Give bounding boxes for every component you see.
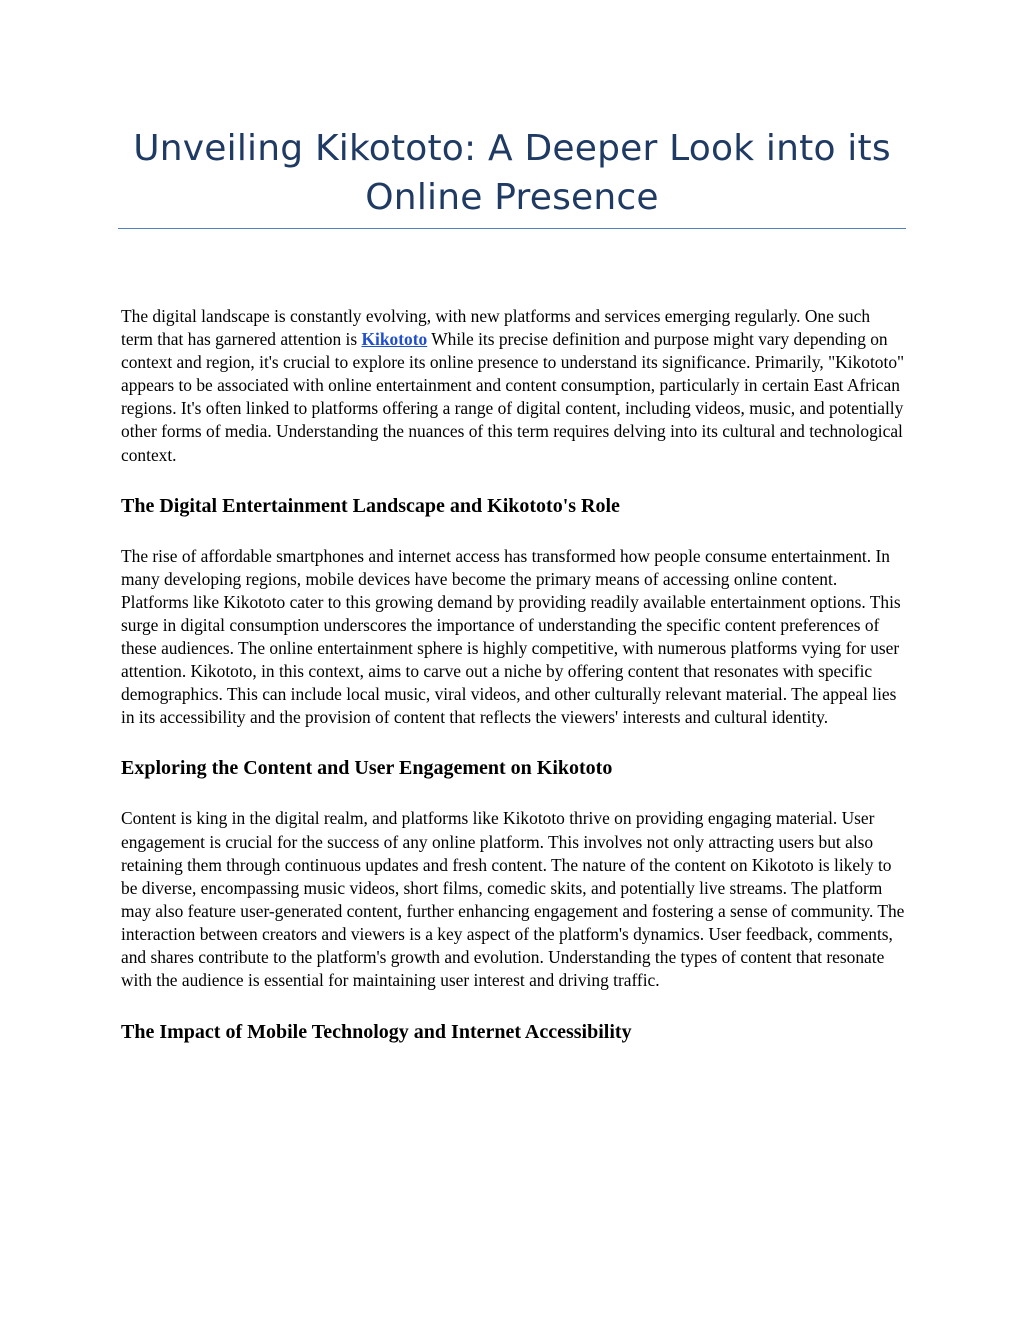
document-body (121, 305, 906, 1046)
section-paragraph-digital-landscape: The rise of affordable smartphones and internet access has transformed how people consume entertainment. In many developing regions, mobile devices have become the primary means of accessing online content. Platforms like Kikototo cater to this growing demand by providing readily available entertainment options. This surge in digital consumption underscores the importance of understanding the specific content preferences of these audiences. The online entertainment sphere is highly competitive, with numerous platforms vying for user attention. Kikototo, in this context, aims to carve out a niche by offering content that resonates with specific demographics. This can include local music, viral videos, and other culturally relevant material. The appeal lies in its accessibility and the provision of content that reflects the viewers' interests and cultural identity. (121, 545, 901, 728)
intro-paragraph (121, 305, 906, 467)
document-title: Unveiling Kikototo: A Deeper Look into its Online Presence (133, 128, 891, 218)
intro-text-after-link: While its precise definition and purpose might vary depending on context and region, it's crucial to explore its online presence to understand its significance. Primarily, "Kikototo" appears to be associated with online entertainment and content consumption, particularly in certain East African regions. It's often linked to platforms offering a range of digital content, including videos, music, and potentially other forms of media. Understanding the nuances of this term requires delving into its cultural and technological context. (121, 329, 905, 465)
section-heading-mobile-technology: The Impact of Mobile Technology and Internet Accessibility (121, 1021, 632, 1044)
intro-text-before-link: The digital landscape is constantly evolving, with new platforms and services emerging regularly. One such term that has garnered attention is (121, 306, 871, 350)
section-heading-digital-landscape: The Digital Entertainment Landscape and Kikototo's Role (121, 494, 620, 517)
title-divider (118, 228, 906, 229)
kikototo-link[interactable]: Kikototo (361, 329, 428, 350)
title-block (118, 124, 906, 222)
section-heading-content-engagement: Exploring the Content and User Engagement on Kikototo (121, 757, 613, 780)
section-paragraph-content-engagement: Content is king in the digital realm, and platforms like Kikototo thrive on providing engaging material. User engagement is crucial for the success of any online platform. This involves not only attracting users but also retaining them through continuous updates and fresh content. The nature of the content on Kikototo is likely to be diverse, encompassing music videos, short films, comedic skits, and potentially live streams. The platform may also feature user-generated content, further enhancing engagement and fostering a sense of community. The interaction between creators and viewers is a key aspect of the platform's dynamics. User feedback, comments, and shares contribute to the platform's growth and evolution. Understanding the types of content that resonate with the audience is essential for maintaining user interest and driving traffic. (121, 808, 905, 991)
